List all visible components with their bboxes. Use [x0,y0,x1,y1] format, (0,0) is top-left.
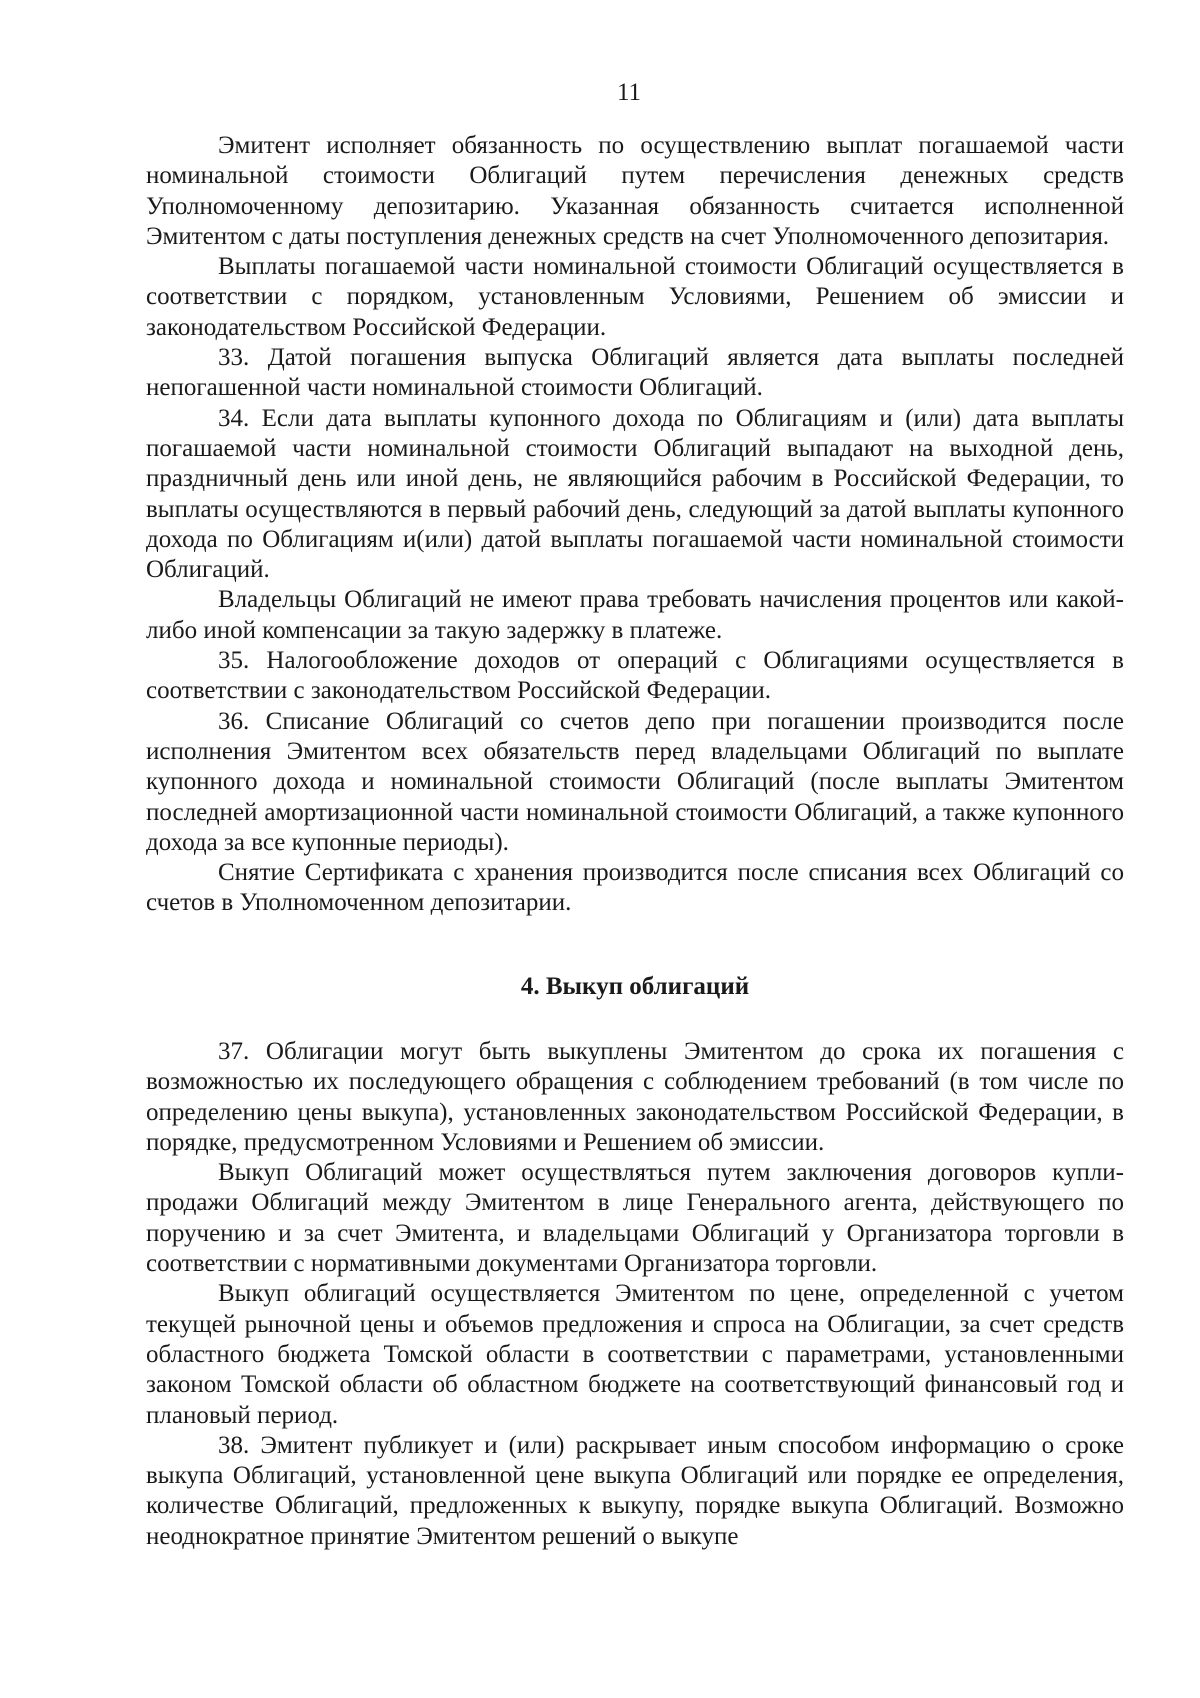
paragraph-certificate-removal: Снятие Сертификата с хранения производится после списания всех Облигаций со счетов в Уполномоченном депозитарии. [146,859,1124,917]
paragraph-37: 37. Облигации могут быть выкуплены Эмитентом до срока их погашения с возможностью их последующего обращения с соблюдением требований (в том числе по определению цены выкупа), установленных законодательством Российской Федерации, в порядке, предусмотренном Условиями и Решением об эмиссии. [146,1038,1124,1156]
body-text-section-4 [146,1037,1124,1552]
paragraph-35: 35. Налогообложение доходов от операций с Облигациями осуществляется в соответствии с законодательством Российской Федерации. [146,647,1124,705]
paragraph-36: 36. Списание Облигаций со счетов депо при погашении производится после исполнения Эмитентом всех обязательств перед владельцами Облигаций по выплате купонного дохода и номинальной стоимости Облигаций (после выплаты Эмитентом последней амортизационной части номинальной стоимости Облигаций, а также купонного дохода за все купонные периоды). [146,707,1124,856]
paragraph-issuer-obligation: Эмитент исполняет обязанность по осуществлению выплат погашаемой части номинальной стоимости Облигаций путем перечисления денежных средств Уполномоченному депозитарию. Указанная обязанность считается исполненной Эмитентом с даты поступления денежных средств на счет Уполномоченного депозитария. [146,132,1124,250]
paragraph-34: 34. Если дата выплаты купонного дохода по Облигациям и (или) дата выплаты погашаемой части номинальной стоимости Облигаций выпадают на выходной день, праздничный день или иной день, не являющийся рабочим в Российской Федерации, то выплаты осуществляются в первый рабочий день, следующий за датой выплаты купонного дохода по Облигациям и(или) датой выплаты погашаемой части номинальной стоимости Облигаций. [146,404,1124,584]
section-heading: 4. Выкуп облигаций [520,973,750,1000]
paragraph-repayment-payments: Выплаты погашаемой части номинальной стоимости Облигаций осуществляется в соответствии с порядком, установленным Условиями, Решением об эмиссии и законодательством Российской Федерации. [146,253,1124,341]
paragraph-owners-no-interest: Владельцы Облигаций не имеют права требовать начисления процентов или какой-либо иной компенсации за такую задержку в платеже. [146,586,1124,644]
paragraph-buyback-price: Выкуп облигаций осуществляется Эмитентом по цене, определенной с учетом текущей рыночной цены и объемов предложения и спроса на Облигации, за счет средств областного бюджета Томской области в соответствии с параметрами, установленными законом Томской области об областном бюджете на соответствующий финансовый год и плановый период. [146,1280,1124,1429]
page-number: 11 [616,79,642,106]
paragraph-33: 33. Датой погашения выпуска Облигаций является дата выплаты последней непогашенной части номинальной стоимости Облигаций. [146,344,1124,402]
paragraph-buyback-contracts: Выкуп Облигаций может осуществляться путем заключения договоров купли-продажи Облигаций между Эмитентом в лице Генерального агента, действующего по поручению и за счет Эмитента, и владельцами Облигаций у Организатора торговли в соответствии с нормативными документами Организатора торговли. [146,1159,1124,1278]
body-text-section-3 [146,131,1124,919]
paragraph-38: 38. Эмитент публикует и (или) раскрывает иным способом информацию о сроке выкупа Облигаций, установленной цене выкупа Облигаций или порядке ее определения, количестве Облигаций, предложенных к выкупу, порядке выкупа Облигаций. Возможно неоднократное принятие Эмитентом решений о выкупе [146,1431,1124,1550]
